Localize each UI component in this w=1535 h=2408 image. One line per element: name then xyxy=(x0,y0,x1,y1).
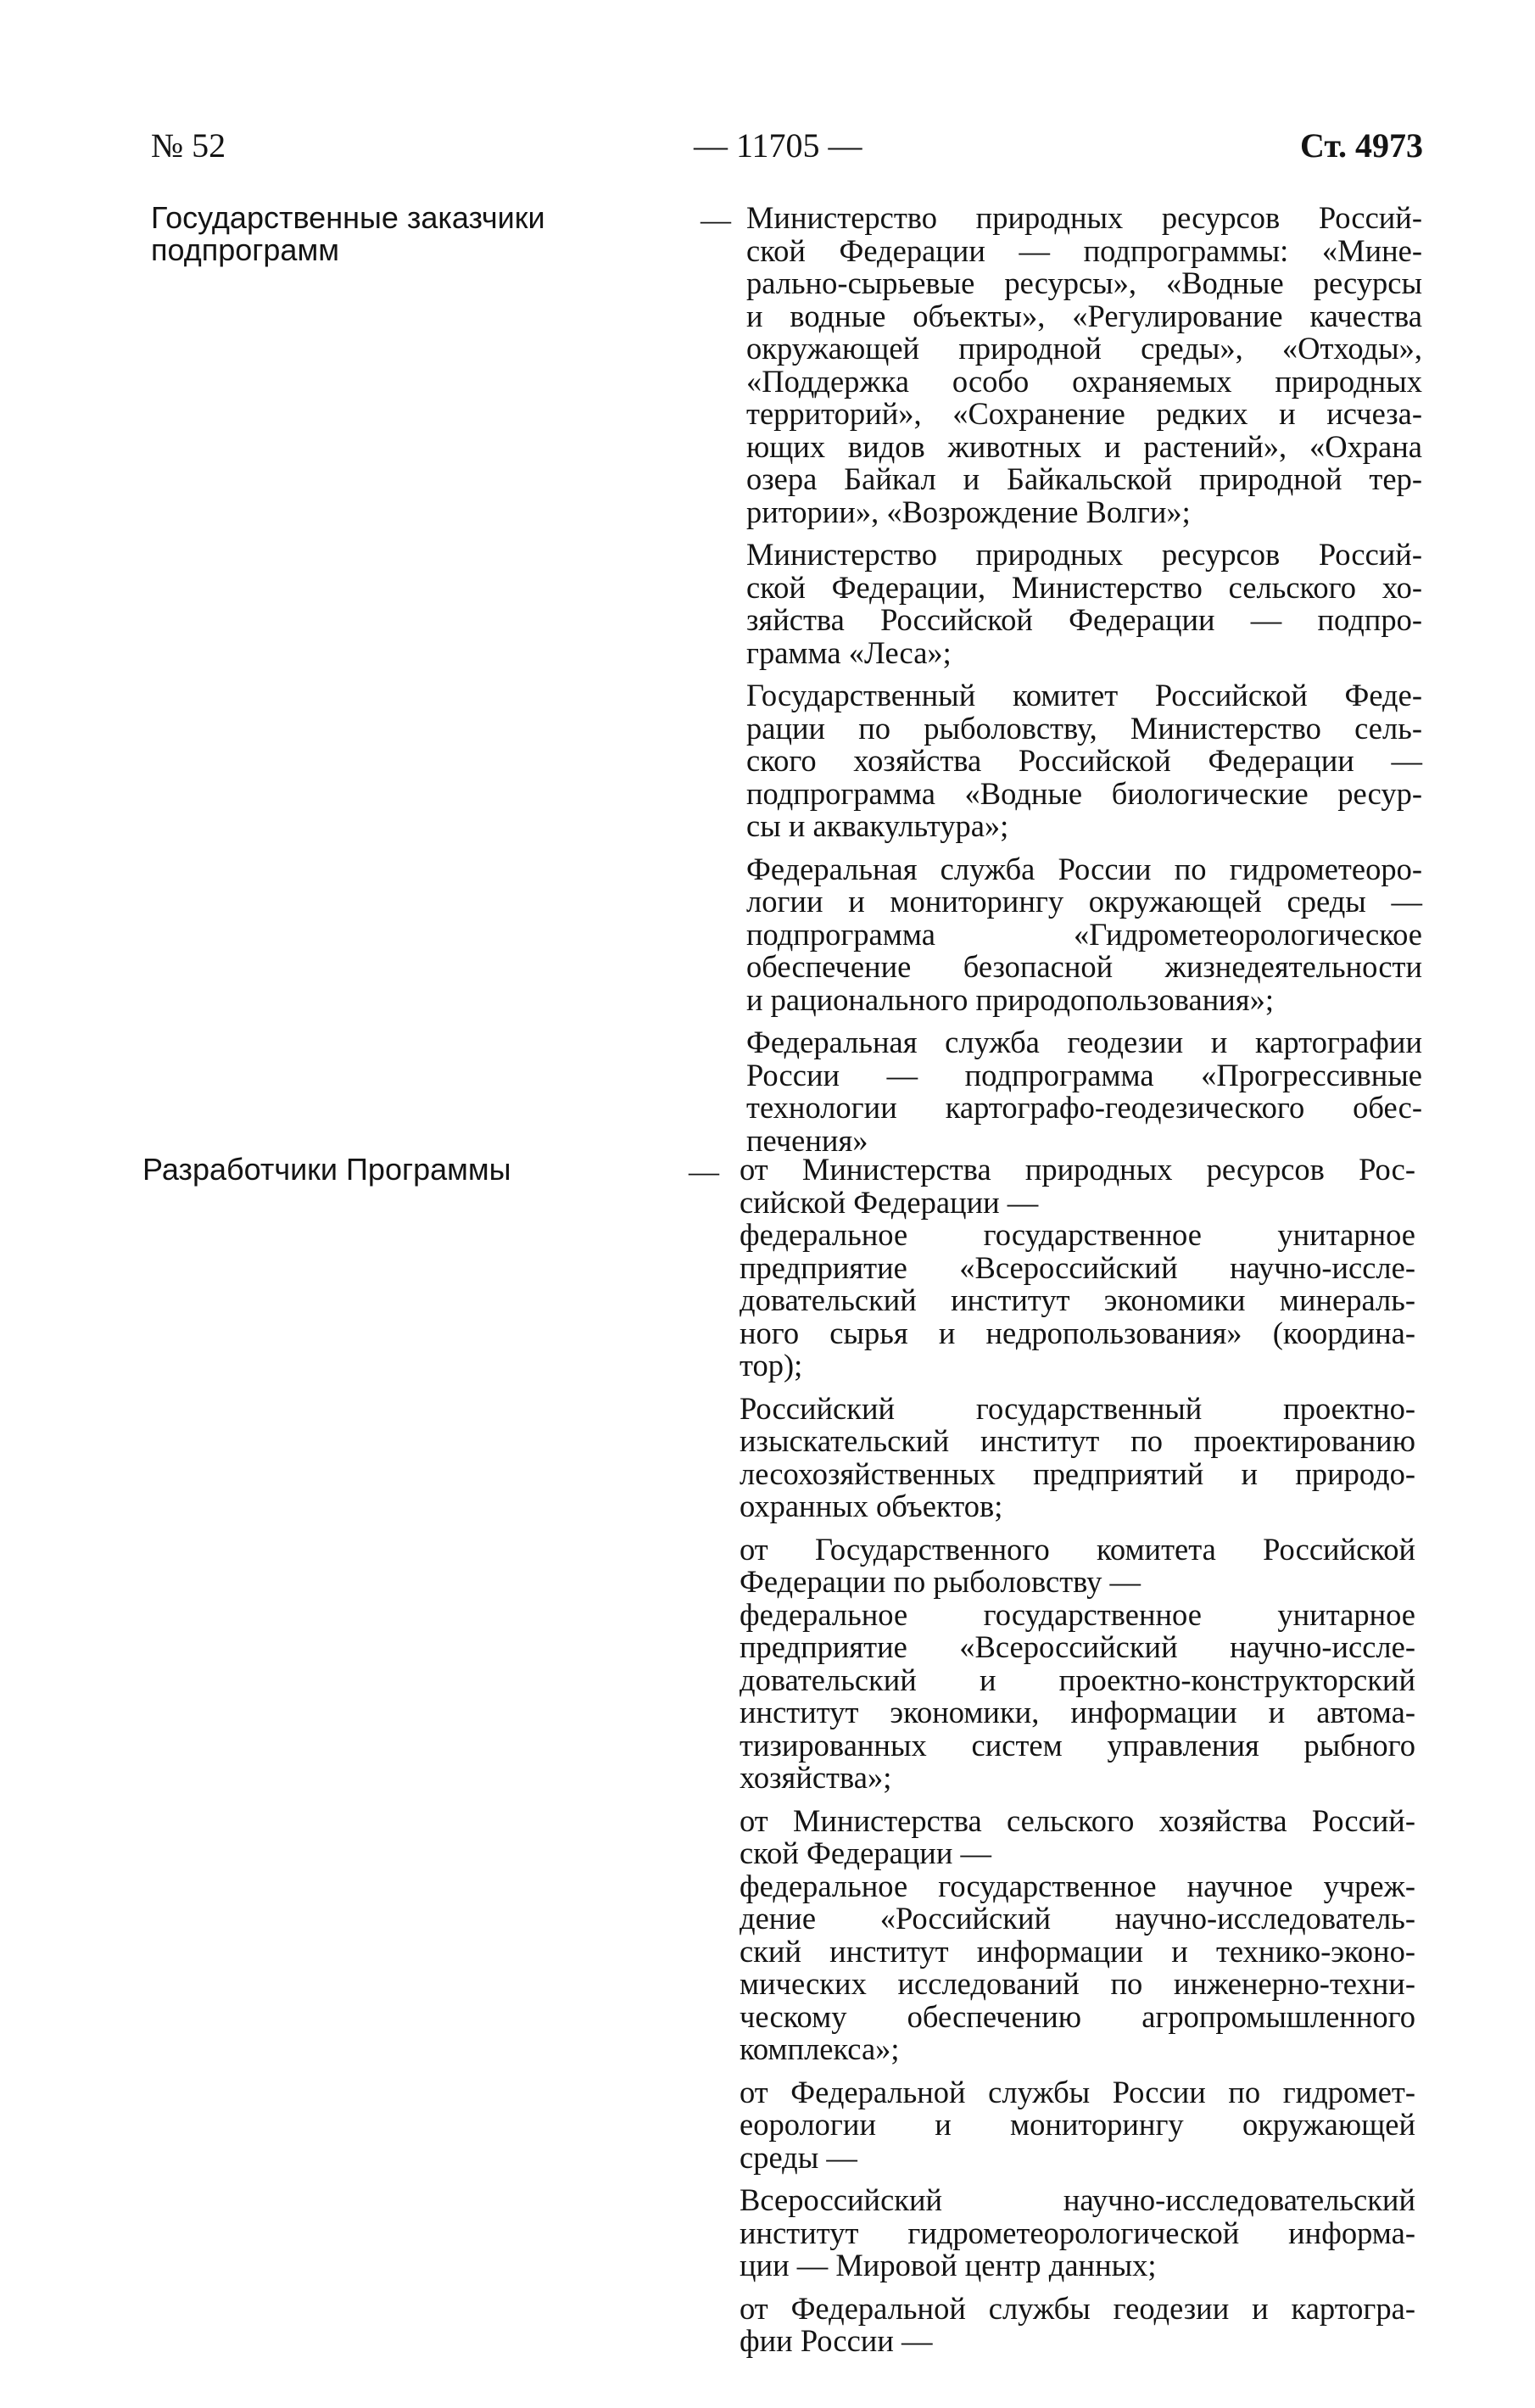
text-line: и рационального природопользования»; xyxy=(746,981,1274,1017)
text-line: ческому обеспечению агропромышленного xyxy=(740,1998,1415,2034)
text-line: довательский институт экономики минераль- xyxy=(740,1282,1415,1317)
text-line: Федеральная служба России по гидрометеоро- xyxy=(746,851,1422,886)
paragraph xyxy=(740,2076,1415,2175)
text-line: среды — xyxy=(740,2139,857,2175)
text-line: рации по рыболовству, Министерство сель- xyxy=(746,710,1422,746)
paragraph xyxy=(746,853,1422,1017)
text-line: грамма «Леса»; xyxy=(746,634,952,670)
paragraph xyxy=(740,1596,1415,1795)
text-line: охранных объектов; xyxy=(740,1489,1003,1523)
issue-number: № 52 xyxy=(151,126,226,165)
text-line: Государственный комитет Российской Феде- xyxy=(746,678,1422,712)
text-line: территорий», «Сохранение редких и исчеза- xyxy=(746,396,1422,431)
text-line: от Государственного комитета Российской xyxy=(740,1531,1415,1567)
text-line: федеральное государственное унитарное xyxy=(740,1217,1415,1252)
section-dash: — xyxy=(689,1154,719,1188)
text-line: подпрограмма «Водные биологические ресур- xyxy=(746,775,1422,811)
section-dash: — xyxy=(701,203,731,237)
text-line: Федерации по рыболовству — xyxy=(740,1564,1141,1599)
paragraph xyxy=(746,679,1422,843)
paragraph xyxy=(740,1154,1415,1219)
text-line: еорологии и мониторингу окружающей xyxy=(740,2107,1415,2142)
text-line: Российский государственный проектно- xyxy=(740,1390,1415,1426)
text-line: институт экономики, информации и автома- xyxy=(740,1695,1415,1729)
text-line: предприятие «Всероссийский научно-иссле- xyxy=(740,1249,1415,1285)
text-line: тор); xyxy=(740,1348,803,1383)
text-line: тизированных систем управления рыбного xyxy=(740,1727,1415,1763)
text-line: зяйства Российской Федерации — подпро- xyxy=(746,602,1422,637)
text-line: ской Федерации, Министерство сельского хо- xyxy=(746,569,1422,605)
paragraph xyxy=(746,1026,1422,1157)
text-line: озера Байкал и Байкальской природной тер- xyxy=(746,461,1422,496)
text-line: предприятие «Всероссийский научно-иссле- xyxy=(740,1629,1415,1664)
text-line: федеральное государственное унитарное xyxy=(740,1596,1415,1632)
text-line: федеральное государственное научное учреж- xyxy=(740,1868,1415,1903)
paragraph xyxy=(740,1802,1415,1870)
text-line: хозяйства»; xyxy=(740,1760,892,1795)
text-line: от Федеральной службы геодезии и картогра- xyxy=(740,2290,1415,2326)
label-line: Государственные заказчики xyxy=(151,200,545,235)
text-line: лесохозяйственных предприятий и природо- xyxy=(740,1455,1415,1491)
text-line: Министерство природных ресурсов Россий- xyxy=(746,200,1422,235)
text-line: ского хозяйства Российской Федерации — xyxy=(746,743,1422,778)
text-line: ской Федерации — xyxy=(740,1835,991,1870)
text-line: ской Федерации — подпрограммы: «Мине- xyxy=(746,232,1422,268)
paragraph xyxy=(740,2290,1415,2358)
paragraph xyxy=(740,1531,1415,1599)
text-line: от Министерства сельского хозяйства Россий- xyxy=(740,1802,1415,1838)
article-number: Ст. 4973 xyxy=(1300,126,1423,165)
page-number: — 11705 — xyxy=(694,126,862,165)
text-line: сийской Федерации — xyxy=(740,1184,1039,1220)
text-line: Всероссийский научно-исследовательский xyxy=(740,2182,1415,2217)
text-line: обеспечение безопасной жизнедеятельности xyxy=(746,949,1422,984)
text-line: Федеральная служба геодезии и картографии xyxy=(746,1025,1422,1059)
text-line: ющих видов животных и растений», «Охрана xyxy=(746,428,1422,464)
text-line: ного сырья и недропользования» (координа- xyxy=(740,1315,1415,1350)
text-line: мических исследований по инженерно-техни- xyxy=(740,1966,1415,2001)
label-line: подпрограмм xyxy=(151,232,339,267)
section-content xyxy=(746,202,1422,1167)
section-label xyxy=(142,1154,511,1186)
text-line: ский институт информации и технико-эконо- xyxy=(740,1933,1415,1969)
section-label xyxy=(151,202,545,266)
text-line: окружающей природной среды», «Отходы», xyxy=(746,331,1422,366)
text-line: от Министерства природных ресурсов Рос- xyxy=(740,1152,1415,1187)
text-line: технологии картографо-геодезического обес- xyxy=(746,1090,1422,1125)
page-header xyxy=(151,120,1423,171)
text-line: логии и мониторингу окружающей среды — xyxy=(746,884,1422,919)
text-line: печения» xyxy=(746,1122,868,1158)
text-line: институт гидрометеорологической информа- xyxy=(740,2215,1415,2250)
text-line: подпрограмма «Гидрометеорологическое xyxy=(746,916,1422,952)
paragraph xyxy=(740,2184,1415,2282)
text-line: дение «Российский научно-исследователь- xyxy=(740,1901,1415,1936)
paragraph xyxy=(740,1870,1415,2066)
paragraph xyxy=(746,202,1422,528)
label-line: Разработчики Программы xyxy=(142,1152,511,1187)
text-line: довательский и проектно-конструкторский xyxy=(740,1662,1415,1697)
text-line: фии России — xyxy=(740,2323,933,2358)
text-line: ции — Мировой центр данных; xyxy=(740,2248,1157,2282)
text-line: комплекса»; xyxy=(740,2031,900,2066)
text-line: России — подпрограмма «Прогрессивные xyxy=(746,1057,1422,1092)
section-content xyxy=(740,1154,1415,2368)
text-line: ритории», «Возрождение Волги»; xyxy=(746,494,1191,529)
text-line: Министерство природных ресурсов Россий- xyxy=(746,537,1422,572)
text-line: «Поддержка особо охраняемых природных xyxy=(746,363,1422,399)
paragraph xyxy=(740,1219,1415,1383)
text-line: сы и аквакультура»; xyxy=(746,808,1009,843)
text-line: и водные объекты», «Регулирование качества xyxy=(746,298,1422,333)
paragraph xyxy=(746,539,1422,669)
paragraph xyxy=(740,1390,1415,1523)
text-line: от Федеральной службы России по гидромет- xyxy=(740,2074,1415,2109)
text-line: изыскательский институт по проектированию xyxy=(740,1423,1415,1458)
text-line: рально-сырьевые ресурсы», «Водные ресурсы xyxy=(746,265,1422,300)
